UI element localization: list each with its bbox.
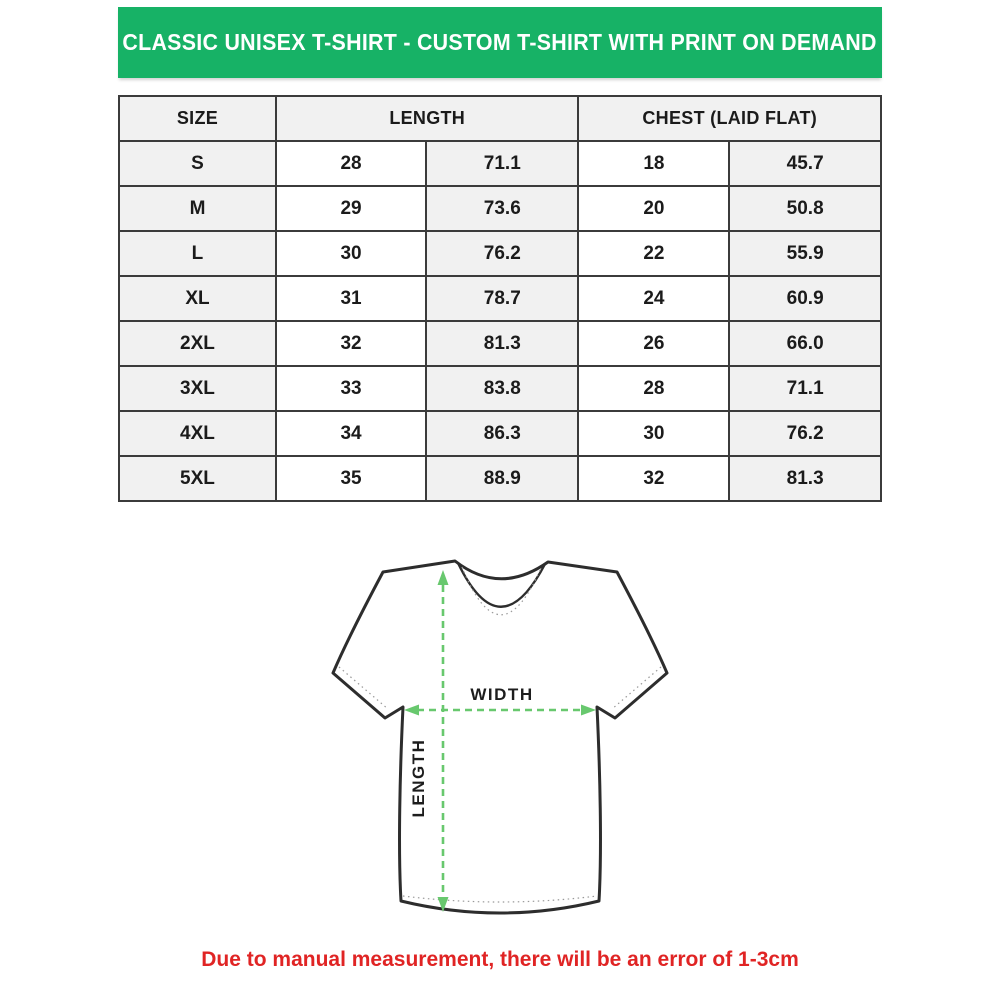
cell-length-in: 32 [276, 321, 426, 366]
cell-length-in: 30 [276, 231, 426, 276]
cell-chest-cm: 60.9 [729, 276, 881, 321]
cell-size: XL [119, 276, 276, 321]
table-row [119, 276, 881, 321]
cell-size: L [119, 231, 276, 276]
title-banner [118, 7, 882, 78]
header-size: SIZE [119, 96, 276, 141]
tshirt-illustration [320, 550, 680, 950]
cell-chest-in: 20 [578, 186, 729, 231]
cell-chest-in: 22 [578, 231, 729, 276]
table-row [119, 186, 881, 231]
cell-length-in: 34 [276, 411, 426, 456]
cell-chest-in: 28 [578, 366, 729, 411]
table-row [119, 231, 881, 276]
cell-length-cm: 73.6 [426, 186, 578, 231]
cell-size: 3XL [119, 366, 276, 411]
table-header-row [119, 96, 881, 141]
cell-length-cm: 76.2 [426, 231, 578, 276]
cell-length-cm: 71.1 [426, 141, 578, 186]
cell-length-in: 31 [276, 276, 426, 321]
length-label: LENGTH [409, 738, 428, 818]
table-row [119, 456, 881, 501]
cell-length-in: 29 [276, 186, 426, 231]
cell-chest-cm: 55.9 [729, 231, 881, 276]
cell-chest-in: 26 [578, 321, 729, 366]
tshirt-outline [333, 561, 667, 913]
cell-length-cm: 81.3 [426, 321, 578, 366]
cell-chest-in: 30 [578, 411, 729, 456]
cell-length-cm: 88.9 [426, 456, 578, 501]
cell-length-in: 35 [276, 456, 426, 501]
cell-length-cm: 83.8 [426, 366, 578, 411]
table-row [119, 411, 881, 456]
cell-length-cm: 78.7 [426, 276, 578, 321]
cell-size: 2XL [119, 321, 276, 366]
width-label: WIDTH [470, 685, 534, 704]
table-row [119, 321, 881, 366]
cell-chest-in: 18 [578, 141, 729, 186]
header-length: LENGTH [276, 96, 579, 141]
cell-size: M [119, 186, 276, 231]
cell-chest-in: 24 [578, 276, 729, 321]
cell-length-cm: 86.3 [426, 411, 578, 456]
cell-chest-in: 32 [578, 456, 729, 501]
cell-size: S [119, 141, 276, 186]
header-chest: CHEST (LAID FLAT) [578, 96, 881, 141]
measurement-disclaimer: Due to manual measurement, there will be an error of 1-3cm [201, 948, 799, 971]
cell-chest-cm: 81.3 [729, 456, 881, 501]
cell-length-in: 28 [276, 141, 426, 186]
size-table-body [119, 141, 881, 501]
cell-chest-cm: 66.0 [729, 321, 881, 366]
cell-chest-cm: 45.7 [729, 141, 881, 186]
page-title: CLASSIC UNISEX T-SHIRT - CUSTOM T-SHIRT WITH PRINT ON DEMAND [122, 29, 878, 55]
cell-chest-cm: 76.2 [729, 411, 881, 456]
cell-chest-cm: 50.8 [729, 186, 881, 231]
table-row [119, 366, 881, 411]
tshirt-diagram [320, 550, 680, 950]
cell-length-in: 33 [276, 366, 426, 411]
table-row [119, 141, 881, 186]
cell-chest-cm: 71.1 [729, 366, 881, 411]
size-table [118, 95, 882, 502]
cell-size: 5XL [119, 456, 276, 501]
cell-size: 4XL [119, 411, 276, 456]
